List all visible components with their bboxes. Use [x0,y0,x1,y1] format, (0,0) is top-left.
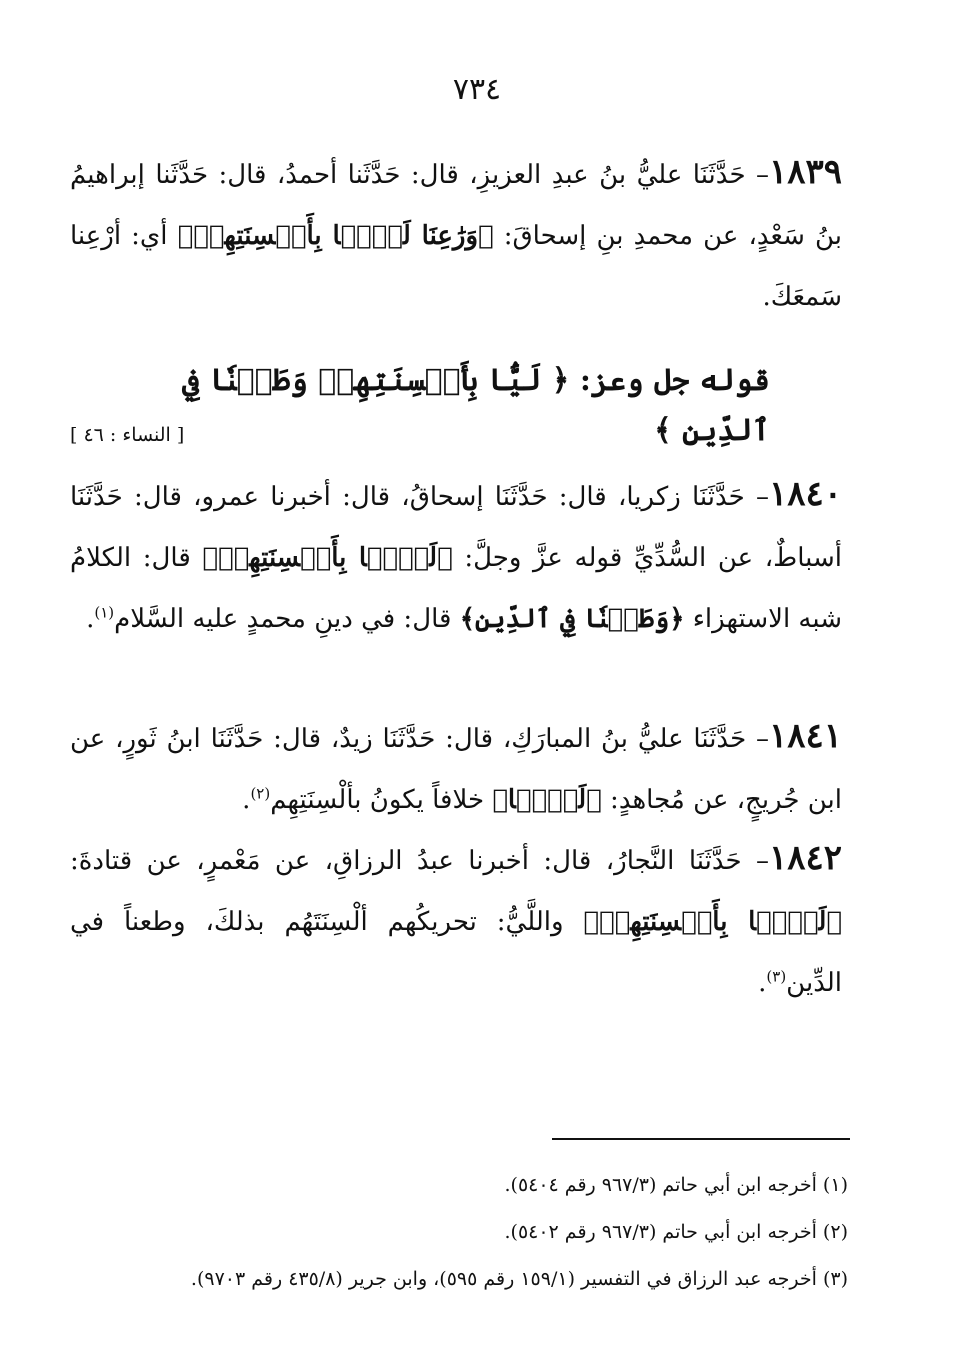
hadith-text: – حَدَّثَنَا النَّجارُ، قال: أخبرنا عبدُ الرزاقِ، عن مَعْمرٍ، عن قتادةَ: [70,846,769,876]
hadith-number: ١٨٤٢ [768,838,842,878]
hadith-text: . [86,604,95,634]
quran-quote: ﴿وَطَعۡنٗا فِي ٱلدِّينِ﴾ [459,604,685,634]
footnote: (٣) أخرجه عبد الرزاق في التفسير (١٥٩/١ رقم ٥٩٥)، وابن جرير (٤٣٥/٨ رقم ٩٧٠٣). [190,1268,848,1290]
hadith-text: أي: أرْعِنا سَمعَكَ. [70,221,842,312]
hadith-number: ١٨٤٠ [768,474,842,514]
quran-quote: ﴿لَيَّۢا﴾ [492,785,602,815]
hadith-text: قال: الكلامُ شبه الاستهزاء [70,543,842,634]
hadith-text: قال: في دينِ محمدٍ عليه السَّلام [114,604,460,634]
hadith-text: – حَدَّثَنَا عليُّ بنُ عبدِ العزيزِ، قال: حَدَّثَنا أحمدُ، قال: حَدَّثَنا إبراهيمُ بنُ سَعْدٍ، عن محمدِ بنِ إسحاقَ: [70,160,842,251]
page-number: ٧٣٤ [452,72,502,107]
footnote: (١) أخرجه ابن أبي حاتم (٩٦٧/٣ رقم ٥٤٠٤). [504,1174,848,1196]
hadith-1839 [70,142,842,328]
hadith-text: واللَّيُّ: تحريكُهم ألْسِنَتَهُم بذلكَ، وطعناً في الدِّين [70,907,842,998]
quran-quote: ﴿وَرَٰعِنَا لَيَّۢا بِأَلۡسِنَتِهِمۡ﴾ [177,221,494,251]
hadith-text: – حَدَّثَنَا عليُّ بنُ المبارَكِ، قال: حَدَّثَنَا زيدٌ، قال: حَدَّثَنَا ابنُ ثَورٍ، عن ابن جُريجٍ، عن مُجاهدٍ: [70,724,842,815]
quran-quote: ﴿لَيَّۢا بِأَلۡسِنَتِهِمۡ﴾ [583,907,842,937]
section-heading: قوله جل وعز: ﴿ لَيَّۢا بِأَلۡسِنَتِهِمۡ وَطَعۡنٗا فِي ٱلدِّينِ ﴾ [182,363,770,448]
surah-reference: [ النساء : ٤٦ ] [70,424,185,446]
footnote-reference: (٣) [766,967,787,986]
footnotes [100,1162,848,1303]
hadith-1842 [70,828,842,1014]
footnote: (٢) أخرجه ابن أبي حاتم (٩٦٧/٣ رقم ٥٤٠٢). [504,1221,848,1243]
hadith-1841 [70,706,842,831]
footnote-reference: (١) [94,603,115,622]
hadith-text: – حَدَّثَنَا زكريا، قال: حَدَّثَنَا إسحاقُ، قال: أخبرنا عمرو، قال: حَدَّثَنَا أسباطٌ، عن السُّدِّيِّ قوله عزَّ وجلَّ: [70,482,842,573]
hadith-number: ١٨٤١ [768,716,842,756]
hadith-number: ١٨٣٩ [768,152,842,192]
hadith-text: . [758,968,767,998]
hadith-text: خلافاً يكونُ بألْسِنَتِهِم [270,785,493,815]
hadith-1840 [70,464,842,650]
hadith-text: . [242,785,251,815]
footnote-separator [552,1138,850,1140]
footnote-reference: (٢) [250,784,271,803]
quran-quote: ﴿لَيَّۢا بِأَلۡسِنَتِهِمۡ﴾ [202,543,453,573]
